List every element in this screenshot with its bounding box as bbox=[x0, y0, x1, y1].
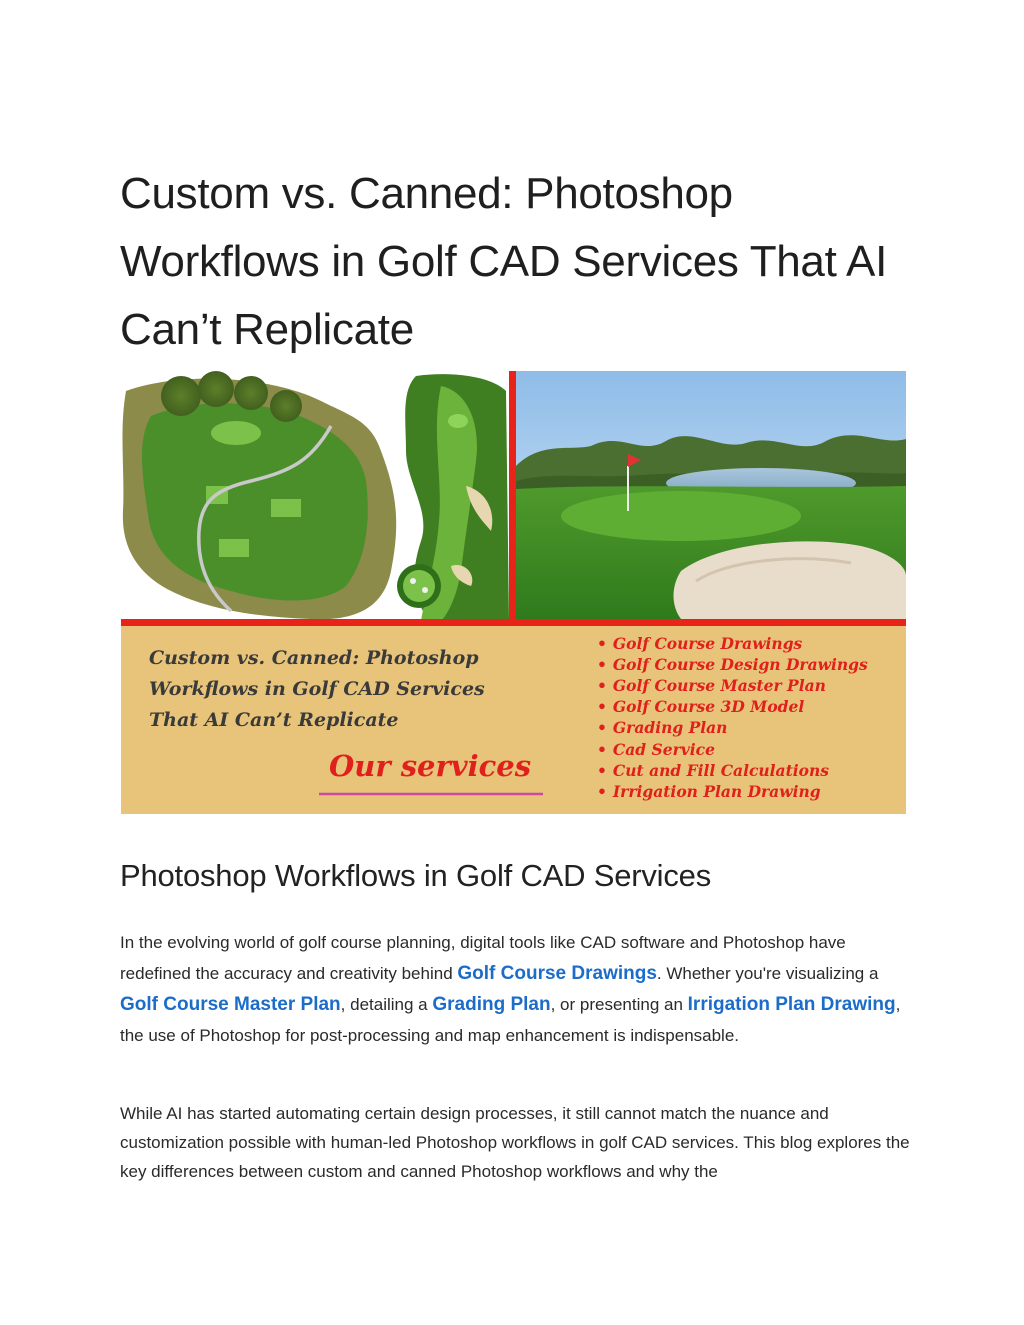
banner-title-line-3: That AI Can’t Replicate bbox=[149, 709, 399, 731]
paragraph-text: . Whether you're visualizing a bbox=[656, 964, 879, 983]
course-photo-illustration bbox=[516, 371, 906, 619]
hero-image bbox=[121, 371, 906, 814]
paragraph-text: In the evolving world of golf course planning, digital tools like CAD software and Photoshop have redefined the accuracy and creativity behind bbox=[120, 933, 846, 983]
document-title: Custom vs. Canned: Photoshop Workflows in Golf CAD Services That AI Can’t Replicate bbox=[120, 169, 888, 354]
service-item: Irrigation Plan Drawing bbox=[612, 782, 821, 801]
service-item: Cut and Fill Calculations bbox=[612, 761, 829, 780]
svg-text:•Cut and Fill Calculations bbox=[597, 761, 829, 780]
irrigation-plan-drawing-link[interactable]: Irrigation Plan Drawing bbox=[687, 994, 896, 1015]
bullet: • bbox=[597, 740, 607, 759]
bullet: • bbox=[597, 697, 607, 716]
svg-text:•Golf Course Drawings bbox=[597, 634, 803, 653]
paragraph-1 bbox=[120, 927, 910, 1051]
svg-text:•Golf Course 3D Model bbox=[597, 697, 804, 716]
paragraph-2: While AI has started automating certain design processes, it still cannot match the nuance and customization possible with human-led Photoshop workflows in golf CAD services. This blog explores the key differences between custom and canned Photoshop workflows and why the bbox=[120, 1104, 910, 1181]
paragraph-text: , or presenting an bbox=[550, 995, 688, 1014]
bullet: • bbox=[597, 718, 607, 737]
service-item: Cad Service bbox=[612, 740, 715, 759]
svg-text:•Golf Course Master Plan bbox=[597, 676, 826, 695]
our-services-label: Our services bbox=[329, 749, 532, 783]
grading-plan-link[interactable]: Grading Plan bbox=[432, 994, 551, 1015]
banner-title-line-2: Workflows in Golf CAD Services bbox=[149, 678, 485, 700]
golf-course-drawings-link[interactable]: Golf Course Drawings bbox=[457, 963, 657, 984]
service-item: Golf Course Design Drawings bbox=[612, 655, 868, 674]
service-item: Golf Course Drawings bbox=[612, 634, 803, 653]
svg-text:•Irrigation Plan Drawing bbox=[597, 782, 821, 801]
bullet: • bbox=[597, 634, 607, 653]
svg-text:•Grading Plan bbox=[597, 718, 727, 737]
paragraph-text: , detailing a bbox=[340, 995, 433, 1014]
service-item: Golf Course 3D Model bbox=[612, 697, 805, 716]
paragraph-text: , the use of Photoshop for post-processing and map enhancement is indispensable. bbox=[120, 995, 901, 1045]
svg-text:•Golf Course Design Drawings bbox=[597, 655, 868, 674]
bullet: • bbox=[597, 676, 607, 695]
golf-course-master-plan-link[interactable]: Golf Course Master Plan bbox=[120, 994, 341, 1015]
bullet: • bbox=[597, 655, 607, 674]
bullet: • bbox=[597, 782, 607, 801]
banner-title-line-1: Custom vs. Canned: Photoshop bbox=[149, 647, 479, 669]
service-item: Grading Plan bbox=[612, 718, 728, 737]
course-map-illustration bbox=[121, 371, 509, 621]
svg-text:•Cad Service bbox=[597, 740, 715, 759]
bullet: • bbox=[597, 761, 607, 780]
image-divider bbox=[509, 371, 516, 626]
section-heading: Photoshop Workflows in Golf CAD Services bbox=[120, 858, 711, 893]
service-item: Golf Course Master Plan bbox=[612, 676, 826, 695]
